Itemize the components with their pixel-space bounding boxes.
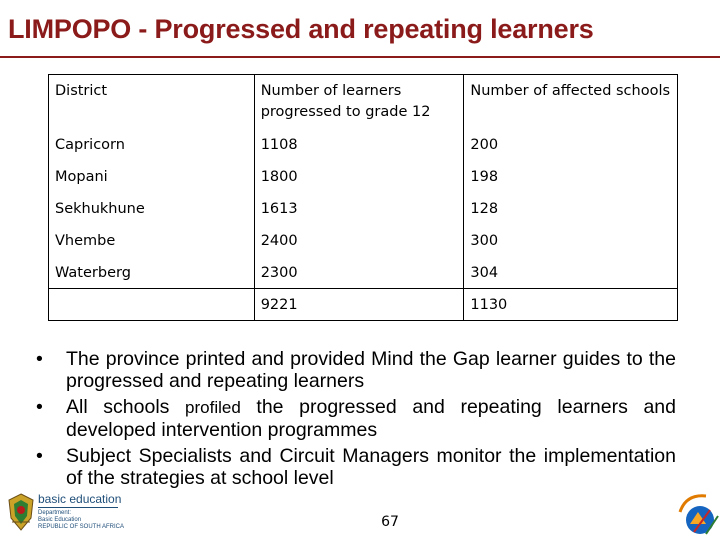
table-row — [49, 257, 678, 289]
list-item — [36, 396, 676, 441]
cell-schools: 128 — [464, 193, 678, 225]
logo-sub-line: REPUBLIC OF SOUTH AFRICA — [38, 524, 125, 530]
list-item — [36, 445, 676, 489]
bullet-text: The province printed and provided Mind the Gap learner guides to the progressed and repeating learners — [66, 348, 676, 392]
districts-table — [48, 74, 678, 321]
header-district: District — [49, 75, 255, 129]
bullet-text-small: profiled — [185, 398, 241, 417]
header-progressed: Number of learners progressed to grade 12 — [254, 75, 464, 129]
title-divider — [0, 56, 720, 58]
header-schools: Number of affected schools — [464, 75, 678, 129]
cell-district: Mopani — [49, 161, 255, 193]
cell-progressed: 1108 — [254, 129, 464, 161]
table-row — [49, 225, 678, 257]
cell-progressed: 2300 — [254, 257, 464, 289]
cell-district: Waterberg — [49, 257, 255, 289]
logo-sub-line: Basic Education — [38, 517, 82, 523]
bullet-text-start: All schools — [66, 396, 170, 418]
cell-total-label — [49, 289, 255, 321]
cell-progressed: 1613 — [254, 193, 464, 225]
table-header-row — [49, 75, 678, 129]
cell-total-progressed: 9221 — [254, 289, 464, 321]
coat-of-arms-icon — [6, 492, 36, 532]
bullet-list — [36, 348, 676, 493]
department-logo — [6, 490, 126, 536]
bullet-text-end: the progressed and repeating learners and developed intervention programmes — [66, 396, 676, 441]
cell-district: Sekhukhune — [49, 193, 255, 225]
table-total-row — [49, 289, 678, 321]
logo-brand: basic education — [38, 492, 122, 506]
bullet-text: Subject Specialists and Circuit Managers monitor the implementation of the strategies at school level — [66, 445, 676, 489]
cell-schools: 304 — [464, 257, 678, 289]
cell-district: Vhembe — [49, 225, 255, 257]
cell-progressed: 2400 — [254, 225, 464, 257]
cell-schools: 198 — [464, 161, 678, 193]
logo-sub-line: Department: — [38, 510, 72, 516]
cell-schools: 200 — [464, 129, 678, 161]
list-item — [36, 348, 676, 392]
bullet-icon: • — [36, 445, 43, 467]
anniversary-badge-icon — [676, 490, 720, 540]
cell-total-schools: 1130 — [464, 289, 678, 321]
table-row — [49, 161, 678, 193]
logo-subtitle — [38, 510, 128, 531]
cell-district: Capricorn — [49, 129, 255, 161]
bullet-icon: • — [36, 348, 43, 370]
page-title: LIMPOPO - Progressed and repeating learners — [8, 14, 594, 44]
table-row — [49, 129, 678, 161]
logo-divider — [38, 507, 118, 508]
cell-progressed: 1800 — [254, 161, 464, 193]
page-number: 67 — [381, 514, 399, 530]
table-row — [49, 193, 678, 225]
cell-schools: 300 — [464, 225, 678, 257]
bullet-icon: • — [36, 396, 43, 418]
